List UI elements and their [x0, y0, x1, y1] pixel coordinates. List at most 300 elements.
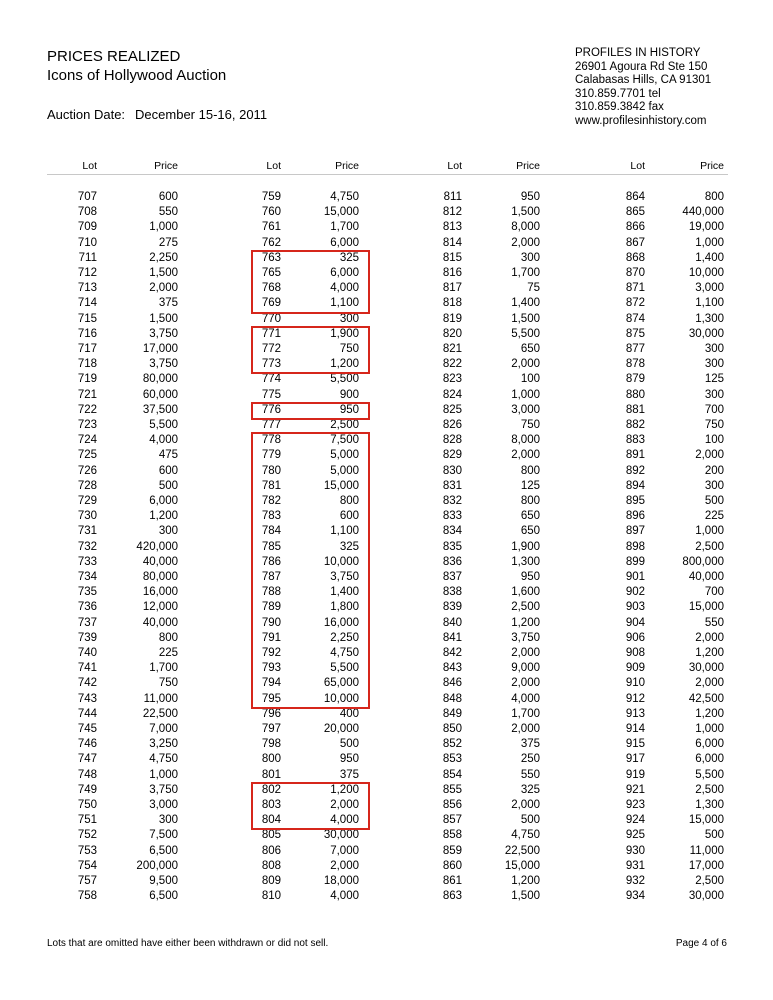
- lot-price: 9,500: [149, 875, 178, 887]
- lot-number: 796: [261, 707, 281, 720]
- lot-number: 856: [442, 799, 462, 811]
- lot-number: 733: [77, 555, 97, 568]
- lot-number: 781: [261, 479, 281, 492]
- lot-price: 2,000: [330, 799, 359, 811]
- lot-number: 854: [442, 768, 462, 781]
- lot-number: 840: [442, 616, 462, 629]
- lot-price: 3,750: [149, 327, 178, 340]
- lot-price: 500: [158, 479, 178, 492]
- lot-price: 950: [520, 191, 540, 203]
- lot-price: 500: [704, 495, 724, 507]
- lot-price: 2,500: [695, 783, 724, 796]
- lot-price: 300: [704, 388, 724, 401]
- lot-number: 711: [78, 251, 97, 264]
- lot-price: 375: [339, 768, 359, 781]
- lot-number: 728: [77, 479, 97, 492]
- lot-number: 746: [77, 738, 97, 751]
- lot-number: 732: [77, 540, 97, 553]
- lot-number: 820: [442, 327, 462, 340]
- lot-price: 4,750: [330, 647, 359, 659]
- lot-number: 855: [442, 783, 462, 796]
- lot-price: 22,500: [504, 844, 540, 857]
- lot-price: 1,000: [149, 221, 178, 234]
- lot-number: 734: [77, 571, 97, 583]
- lot-price: 6,500: [149, 890, 178, 903]
- lot-number: 737: [77, 616, 97, 629]
- lot-number: 757: [77, 875, 97, 887]
- lot-price: 500: [704, 829, 724, 842]
- lot-number: 835: [442, 540, 462, 553]
- auction-date: [47, 107, 267, 122]
- lot-price: 2,000: [695, 677, 724, 690]
- highlight-box: [251, 782, 370, 831]
- lot-price: 60,000: [142, 388, 178, 401]
- lot-price: 15,000: [323, 206, 359, 219]
- lot-price: 300: [704, 343, 724, 355]
- lot-number: 813: [442, 221, 462, 234]
- lot-price: 40,000: [142, 555, 178, 568]
- lot-number: 821: [442, 343, 462, 355]
- lot-number: 892: [625, 464, 645, 477]
- lot-price: 1,700: [511, 707, 540, 720]
- lot-number: 859: [442, 844, 462, 857]
- lot-price: 950: [339, 403, 359, 416]
- lot-price: 2,250: [149, 251, 178, 264]
- lot-price: 15,000: [323, 479, 359, 492]
- lot-number: 824: [442, 388, 462, 401]
- lot-price: 700: [704, 403, 724, 416]
- lot-number: 882: [625, 419, 645, 431]
- lot-price: 1,100: [330, 297, 359, 310]
- lot-number: 716: [77, 327, 97, 340]
- lot-number: 908: [625, 647, 645, 659]
- lot-number: 808: [261, 859, 281, 872]
- lot-number: 710: [77, 236, 97, 249]
- lot-number: 903: [625, 601, 645, 614]
- lot-price: 1,000: [511, 388, 540, 401]
- lot-price: 800,000: [682, 555, 724, 568]
- lot-price: 1,500: [149, 267, 178, 279]
- lot-number: 742: [77, 677, 97, 690]
- lot-price: 1,500: [511, 890, 540, 903]
- lot-price: 7,500: [149, 829, 178, 842]
- lot-number: 761: [261, 221, 281, 234]
- lot-number: 879: [625, 373, 645, 386]
- lot-number: 839: [442, 601, 462, 614]
- lot-number: 899: [625, 555, 645, 568]
- lot-price: 3,000: [695, 282, 724, 295]
- lot-number: 748: [77, 768, 97, 781]
- lot-column-header: Lot: [82, 160, 97, 172]
- lot-price: 900: [339, 388, 359, 401]
- lot-number: 762: [261, 236, 281, 249]
- lot-price: 650: [520, 525, 540, 538]
- lot-price: 1,400: [330, 586, 359, 599]
- lot-number: 834: [442, 525, 462, 538]
- lot-number: 788: [261, 586, 281, 599]
- lot-number: 902: [625, 586, 645, 599]
- lot-column-header: Lot: [447, 160, 462, 172]
- lot-price: 300: [158, 814, 178, 827]
- lot-number: 818: [442, 297, 462, 310]
- lot-number: 872: [625, 297, 645, 310]
- lot-number: 752: [77, 829, 97, 842]
- lot-number: 875: [625, 327, 645, 340]
- lot-number: 789: [261, 601, 281, 614]
- company-website: www.profilesinhistory.com: [575, 114, 707, 127]
- lot-number: 775: [261, 388, 281, 401]
- lot-price: 1,100: [330, 525, 359, 538]
- lot-price: 1,500: [511, 312, 540, 325]
- lot-number: 726: [77, 464, 97, 477]
- lot-number: 819: [442, 312, 462, 325]
- lot-price: 7,000: [149, 723, 178, 735]
- lot-number: 739: [77, 631, 97, 644]
- lot-number: 880: [625, 388, 645, 401]
- lot-price: 7,500: [330, 434, 359, 447]
- lot-price: 800: [704, 191, 724, 203]
- lot-number: 709: [77, 221, 97, 234]
- lot-number: 812: [442, 206, 462, 219]
- lot-number: 722: [77, 403, 97, 416]
- lot-number: 736: [77, 601, 97, 614]
- lot-number: 864: [625, 191, 645, 203]
- lot-number: 803: [261, 799, 281, 811]
- lot-price: 2,250: [330, 631, 359, 644]
- lot-number: 895: [625, 495, 645, 507]
- lot-price: 19,000: [688, 221, 724, 234]
- lot-number: 914: [625, 723, 645, 735]
- lot-number: 760: [261, 206, 281, 219]
- lot-number: 730: [77, 510, 97, 523]
- lot-price: 1,000: [149, 768, 178, 781]
- lot-number: 833: [442, 510, 462, 523]
- lot-number: 744: [77, 707, 97, 720]
- lot-number: 857: [442, 814, 462, 827]
- lot-number: 797: [261, 723, 281, 735]
- lot-price: 2,500: [330, 419, 359, 431]
- lot-price: 550: [704, 616, 724, 629]
- lot-number: 793: [261, 662, 281, 675]
- lot-price: 600: [158, 191, 178, 203]
- lot-price: 16,000: [142, 586, 178, 599]
- lot-number: 725: [77, 449, 97, 462]
- lot-price: 20,000: [323, 723, 359, 735]
- lot-number: 782: [261, 495, 281, 507]
- lot-price: 375: [520, 738, 540, 751]
- lot-price: 65,000: [323, 677, 359, 690]
- lot-number: 750: [77, 799, 97, 811]
- lot-price: 500: [520, 814, 540, 827]
- lot-price: 10,000: [323, 692, 359, 705]
- lot-price: 2,500: [695, 875, 724, 887]
- header-divider: [47, 174, 728, 175]
- company-address-line2: Calabasas Hills, CA 91301: [575, 74, 712, 87]
- lot-number: 838: [442, 586, 462, 599]
- lot-price: 3,750: [330, 571, 359, 583]
- lot-number: 823: [442, 373, 462, 386]
- lot-price: 5,500: [330, 662, 359, 675]
- lot-number: 763: [261, 251, 281, 264]
- lot-number: 867: [625, 236, 645, 249]
- lot-price: 10,000: [323, 555, 359, 568]
- lot-number: 759: [261, 191, 281, 203]
- lot-number: 791: [261, 631, 281, 644]
- lot-number: 909: [625, 662, 645, 675]
- lot-price: 8,000: [511, 221, 540, 234]
- lot-number: 729: [77, 495, 97, 507]
- lot-price: 2,000: [511, 723, 540, 735]
- lot-number: 753: [77, 844, 97, 857]
- report-title: PRICES REALIZED: [47, 48, 181, 65]
- lot-number: 894: [625, 479, 645, 492]
- lot-number: 801: [261, 768, 281, 781]
- lot-number: 713: [77, 282, 97, 295]
- lot-number: 917: [625, 753, 645, 766]
- lot-price: 375: [158, 297, 178, 310]
- lot-number: 776: [261, 403, 281, 416]
- lot-price: 1,700: [149, 662, 178, 675]
- lot-number: 860: [442, 859, 462, 872]
- lot-number: 881: [625, 403, 645, 416]
- lot-number: 901: [625, 571, 645, 583]
- lot-number: 815: [442, 251, 462, 264]
- lot-number: 802: [261, 783, 281, 796]
- lot-price: 2,000: [695, 631, 724, 644]
- lot-number: 783: [261, 510, 281, 523]
- lot-price: 1,100: [695, 297, 724, 310]
- lot-number: 708: [77, 206, 97, 219]
- lot-price: 800: [520, 464, 540, 477]
- lot-number: 841: [442, 631, 462, 644]
- lot-number: 852: [442, 738, 462, 751]
- lot-number: 740: [77, 647, 97, 659]
- lot-number: 810: [261, 890, 281, 903]
- lot-price: 5,500: [511, 327, 540, 340]
- lot-price: 600: [339, 510, 359, 523]
- lot-price: 650: [520, 510, 540, 523]
- lot-price: 225: [158, 647, 178, 659]
- lot-number: 848: [442, 692, 462, 705]
- company-fax: 310.859.3842 fax: [575, 101, 664, 114]
- lot-price: 1,300: [695, 312, 724, 325]
- lot-number: 898: [625, 540, 645, 553]
- lot-number: 721: [77, 388, 97, 401]
- lot-number: 877: [625, 343, 645, 355]
- lot-number: 794: [261, 677, 281, 690]
- lot-number: 932: [625, 875, 645, 887]
- lot-price: 1,200: [511, 875, 540, 887]
- lot-price: 2,500: [511, 601, 540, 614]
- lot-price: 37,500: [142, 403, 178, 416]
- lot-number: 858: [442, 829, 462, 842]
- lot-number: 779: [261, 449, 281, 462]
- lot-price: 125: [520, 479, 540, 492]
- lot-price: 750: [520, 419, 540, 431]
- lot-number: 883: [625, 434, 645, 447]
- lot-number: 784: [261, 525, 281, 538]
- lot-number: 778: [261, 434, 281, 447]
- lot-price: 750: [158, 677, 178, 690]
- lot-number: 896: [625, 510, 645, 523]
- lot-price: 3,750: [149, 783, 178, 796]
- lot-price: 15,000: [688, 814, 724, 827]
- lot-price: 300: [520, 251, 540, 264]
- lot-price: 250: [520, 753, 540, 766]
- lot-number: 805: [261, 829, 281, 842]
- lot-price: 2,000: [511, 358, 540, 371]
- lot-price: 1,300: [695, 799, 724, 811]
- lot-price: 400: [339, 707, 359, 720]
- lot-price: 7,000: [330, 844, 359, 857]
- lot-number: 751: [77, 814, 97, 827]
- lot-number: 787: [261, 571, 281, 583]
- lot-price: 750: [704, 419, 724, 431]
- lot-price: 2,000: [511, 236, 540, 249]
- lot-number: 904: [625, 616, 645, 629]
- lot-price: 500: [339, 738, 359, 751]
- lot-number: 772: [261, 343, 281, 355]
- lot-number: 749: [77, 783, 97, 796]
- lot-number: 745: [77, 723, 97, 735]
- lot-number: 930: [625, 844, 645, 857]
- lot-column-header: Lot: [266, 160, 281, 172]
- lot-price: 300: [158, 525, 178, 538]
- lot-number: 853: [442, 753, 462, 766]
- lot-price: 15,000: [504, 859, 540, 872]
- lot-number: 806: [261, 844, 281, 857]
- lot-price: 1,200: [330, 783, 359, 796]
- lot-price: 100: [704, 434, 724, 447]
- lot-price: 800: [158, 631, 178, 644]
- lot-price: 40,000: [142, 616, 178, 629]
- lot-number: 790: [261, 616, 281, 629]
- lot-price: 420,000: [136, 540, 178, 553]
- price-column-header: Price: [516, 160, 540, 172]
- lot-number: 723: [77, 419, 97, 431]
- lot-number: 863: [442, 890, 462, 903]
- lot-price: 9,000: [511, 662, 540, 675]
- lot-price: 11,000: [689, 844, 724, 857]
- lot-price: 3,750: [149, 358, 178, 371]
- lot-price: 1,500: [511, 206, 540, 219]
- lot-price: 800: [520, 495, 540, 507]
- company-name: PROFILES IN HISTORY: [575, 47, 701, 59]
- lot-number: 798: [261, 738, 281, 751]
- lot-number: 891: [625, 449, 645, 462]
- lot-number: 878: [625, 358, 645, 371]
- lot-price: 17,000: [142, 343, 178, 355]
- highlight-box: [251, 432, 370, 709]
- lot-price: 5,500: [149, 419, 178, 431]
- lot-number: 773: [261, 358, 281, 371]
- lot-price: 1,200: [330, 358, 359, 371]
- highlight-box: [251, 402, 370, 420]
- lot-number: 843: [442, 662, 462, 675]
- lot-price: 16,000: [323, 616, 359, 629]
- lot-price: 4,000: [149, 434, 178, 447]
- lot-number: 780: [261, 464, 281, 477]
- lot-price: 200: [704, 464, 724, 477]
- lot-price: 600: [158, 464, 178, 477]
- lot-price: 4,750: [511, 829, 540, 842]
- lot-number: 792: [261, 647, 281, 659]
- lot-price: 200,000: [136, 859, 178, 872]
- lot-price: 3,000: [149, 799, 178, 811]
- lot-number: 925: [625, 829, 645, 842]
- lot-number: 707: [77, 191, 97, 203]
- lot-number: 836: [442, 555, 462, 568]
- lot-price: 550: [158, 206, 178, 219]
- lot-price: 80,000: [142, 373, 178, 386]
- lot-price: 550: [520, 768, 540, 781]
- lot-price: 325: [339, 540, 359, 553]
- price-column-header: Price: [154, 160, 178, 172]
- lot-number: 842: [442, 647, 462, 659]
- lot-price: 950: [339, 753, 359, 766]
- lot-price: 2,000: [511, 799, 540, 811]
- lot-price: 11,000: [143, 692, 178, 705]
- lot-number: 924: [625, 814, 645, 827]
- lot-price: 75: [527, 282, 540, 295]
- lot-price: 10,000: [688, 267, 724, 279]
- lot-price: 18,000: [323, 875, 359, 887]
- lot-price: 30,000: [323, 829, 359, 842]
- lot-price: 325: [520, 783, 540, 796]
- page-number: Page 4 of 6: [675, 938, 727, 949]
- lot-price: 475: [158, 449, 178, 462]
- lot-number: 910: [625, 677, 645, 690]
- lot-number: 906: [625, 631, 645, 644]
- lot-price: 750: [339, 343, 359, 355]
- lot-number: 771: [261, 327, 281, 340]
- lot-price: 15,000: [688, 601, 724, 614]
- lot-price: 650: [520, 343, 540, 355]
- lot-price: 440,000: [682, 206, 724, 219]
- lot-price: 225: [704, 510, 724, 523]
- lot-number: 777: [261, 419, 281, 431]
- lot-number: 868: [625, 251, 645, 264]
- lot-number: 814: [442, 236, 462, 249]
- lot-price: 1,900: [330, 327, 359, 340]
- highlight-box: [251, 250, 370, 314]
- lot-number: 828: [442, 434, 462, 447]
- lot-price: 2,000: [511, 647, 540, 659]
- lot-number: 719: [77, 373, 97, 386]
- lot-number: 870: [625, 267, 645, 279]
- lot-price: 950: [520, 571, 540, 583]
- lot-price: 1,000: [695, 723, 724, 735]
- lot-number: 809: [261, 875, 281, 887]
- lot-number: 785: [261, 540, 281, 553]
- highlight-box: [251, 326, 370, 375]
- lot-number: 846: [442, 677, 462, 690]
- lot-price: 800: [339, 495, 359, 507]
- lot-number: 866: [625, 221, 645, 234]
- lot-number: 718: [77, 358, 97, 371]
- lot-price: 5,000: [330, 464, 359, 477]
- lot-price: 325: [339, 251, 359, 264]
- lot-number: 849: [442, 707, 462, 720]
- lot-price: 30,000: [688, 890, 724, 903]
- lot-number: 724: [77, 434, 97, 447]
- lot-number: 731: [77, 525, 97, 538]
- lot-price: 6,000: [330, 267, 359, 279]
- lot-price: 1,600: [511, 586, 540, 599]
- lot-number: 712: [77, 267, 97, 279]
- lot-number: 747: [77, 753, 97, 766]
- footer-note: Lots that are omitted have either been withdrawn or did not sell.: [47, 938, 329, 949]
